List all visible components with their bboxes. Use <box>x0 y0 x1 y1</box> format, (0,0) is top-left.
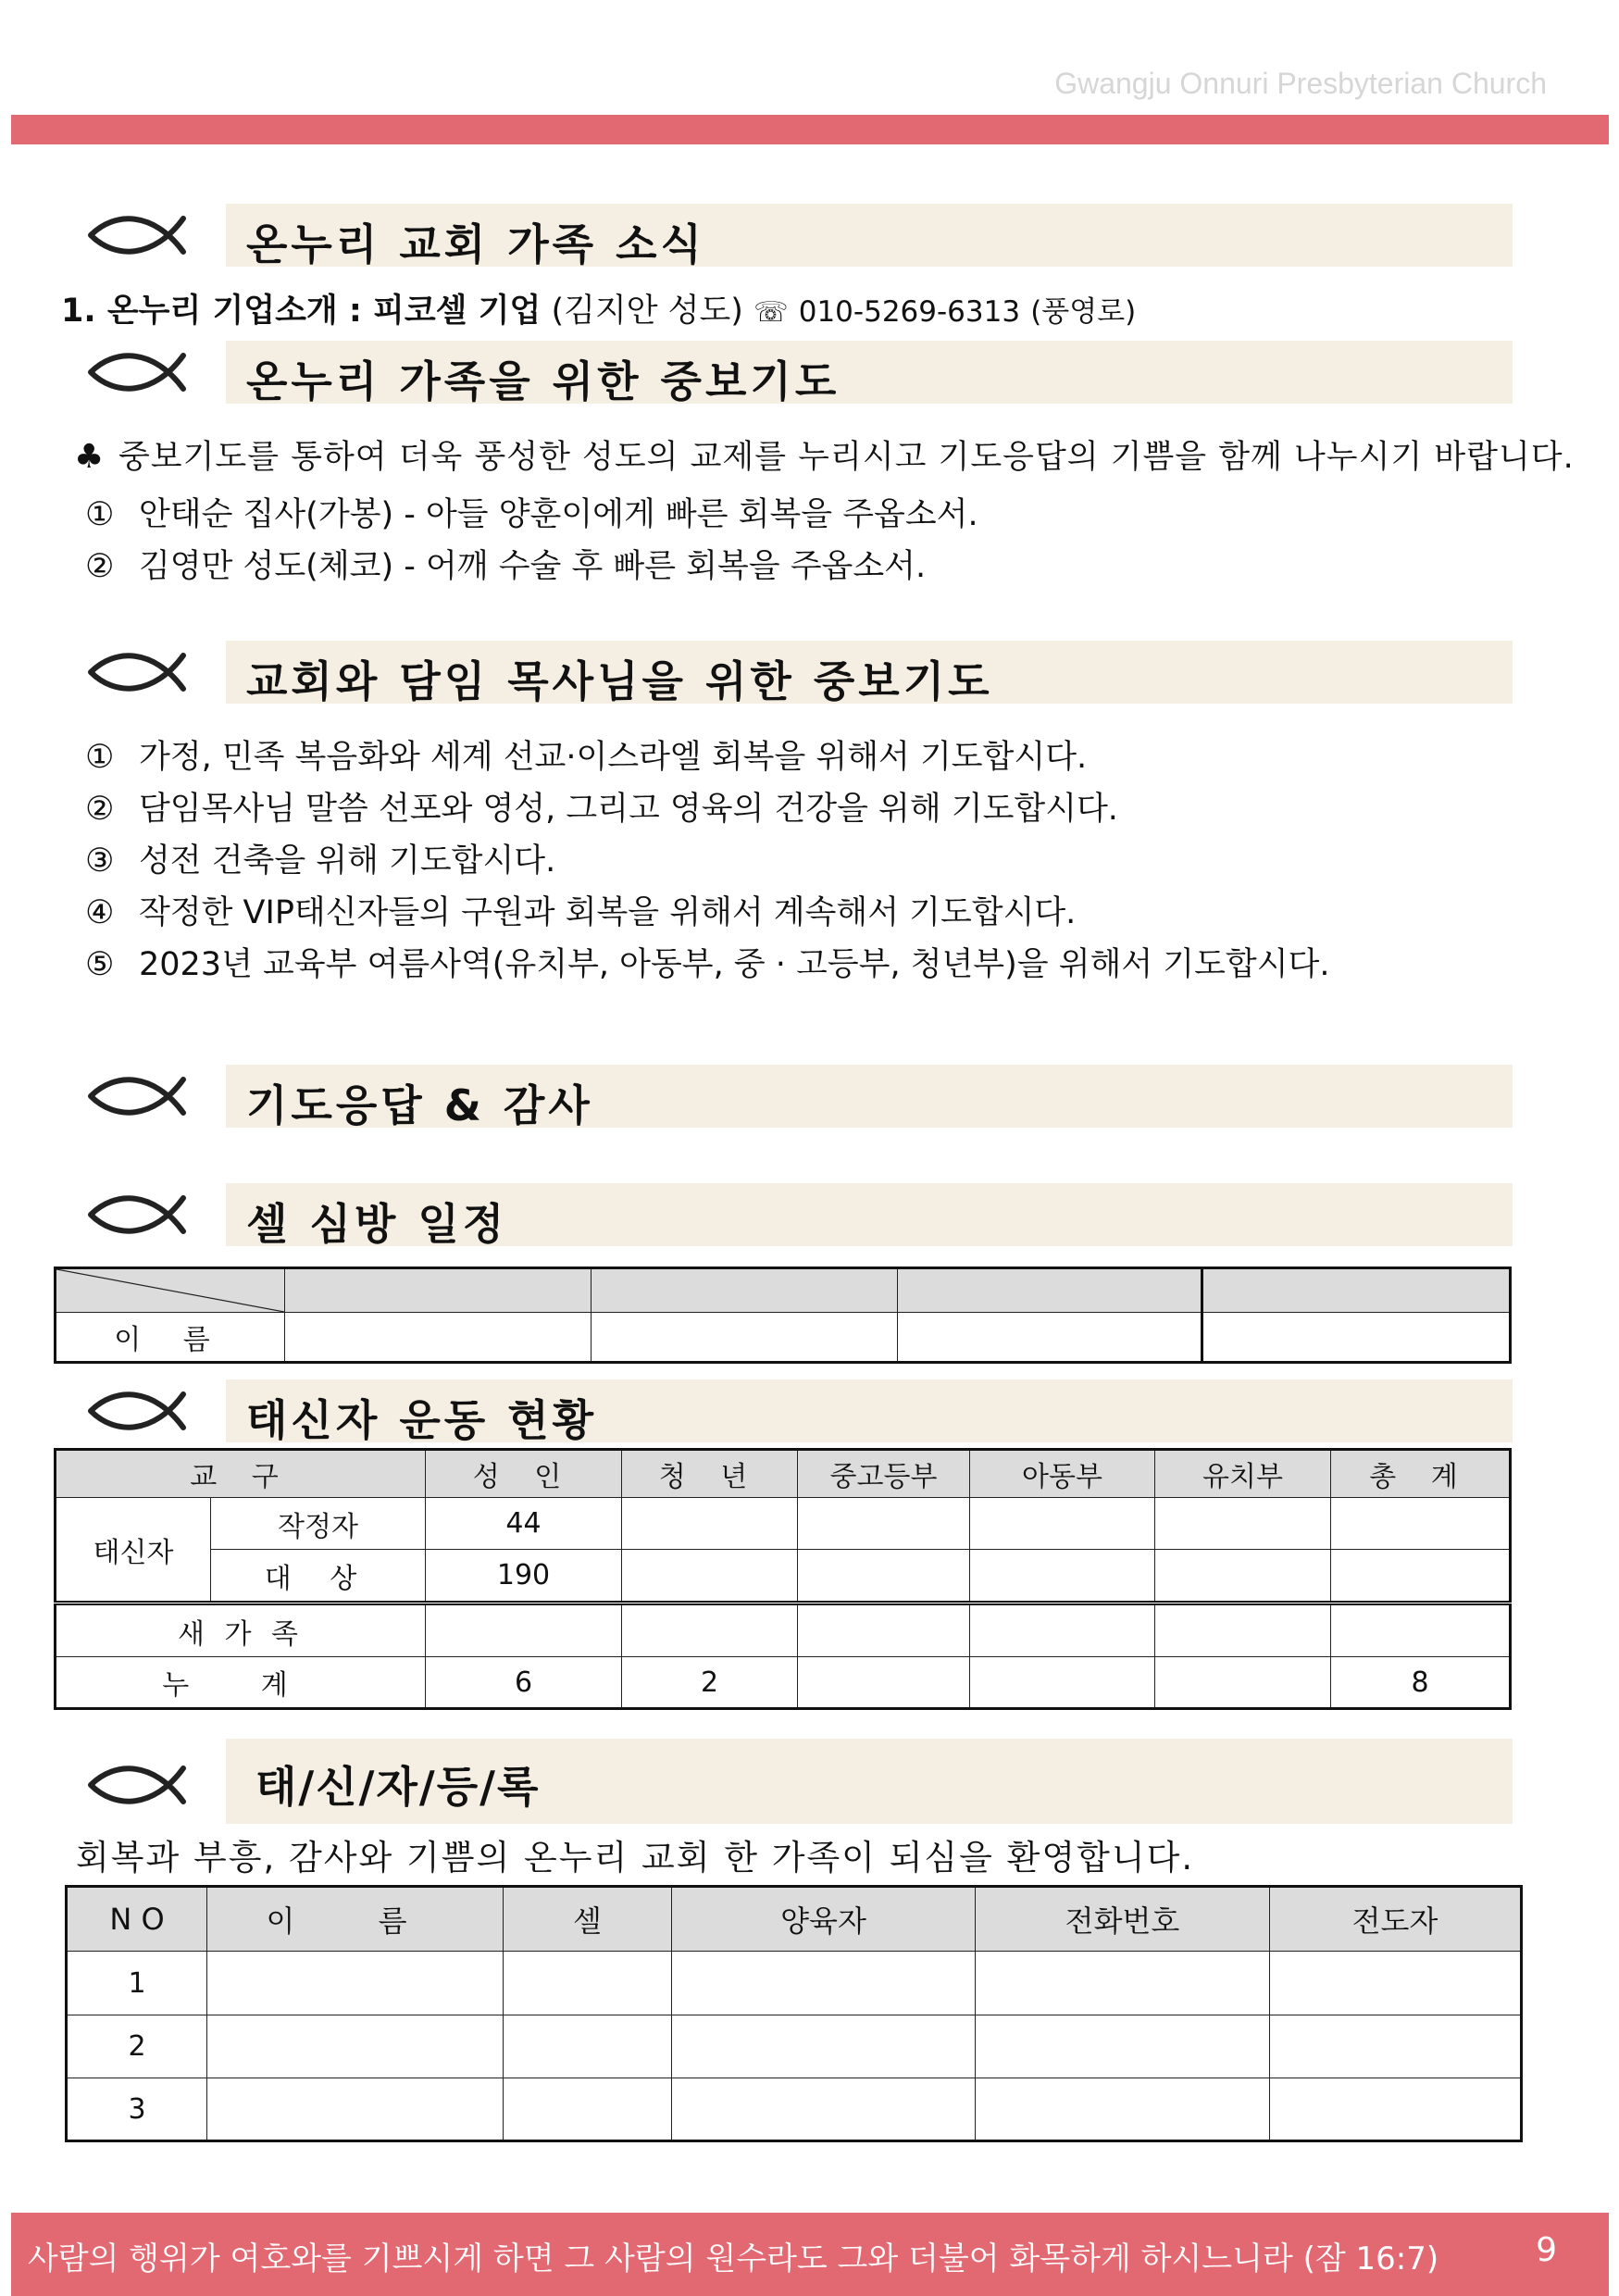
item-text: 안태순 집사(가봉) - 아들 양훈이에게 빠른 회복을 주옵소서. <box>139 496 978 533</box>
top-accent-band <box>11 115 1609 144</box>
item-number: ④ <box>85 894 115 931</box>
table-cell <box>798 1498 970 1550</box>
table-row <box>67 2015 1522 2078</box>
fish-icon <box>87 1759 191 1811</box>
table-row <box>56 1603 1511 1657</box>
row-label: 대 상 <box>211 1550 426 1603</box>
table-row <box>56 1498 1511 1550</box>
family-prayer-item <box>85 489 978 535</box>
table-cell <box>622 1498 798 1550</box>
table-header-row <box>67 1887 1522 1952</box>
item-number: ③ <box>85 842 115 880</box>
section-title: 태신자 운동 현황 <box>246 1395 598 1445</box>
table-cell <box>1155 1550 1331 1603</box>
table-cell <box>1331 1603 1511 1657</box>
table-cell <box>798 1550 970 1603</box>
table-cell <box>976 2078 1270 2141</box>
row-label: 작정자 <box>211 1498 426 1550</box>
table-cell <box>1155 1498 1331 1550</box>
registration-welcome: 회복과 부흥, 감사와 기쁨의 온누리 교회 한 가족이 되심을 환영합니다. <box>76 1838 1195 1878</box>
person-name: (김지안 성도) <box>551 293 743 330</box>
section-cell-visit <box>87 1183 1513 1249</box>
table-cell <box>976 1952 1270 2015</box>
row-number: 2 <box>67 2015 207 2078</box>
family-prayer-item <box>85 541 926 587</box>
fish-icon <box>87 1189 191 1241</box>
header-phone: 전화번호 <box>976 1887 1270 1952</box>
fish-icon <box>87 346 191 398</box>
item-text: 김영만 성도(체코) - 어깨 수술 후 빠른 회복을 주옵소서. <box>139 548 927 585</box>
section-answers <box>87 1065 1513 1128</box>
church-prayer-item <box>85 731 1087 778</box>
table-cell <box>504 1952 672 2015</box>
header-adult: 성 인 <box>426 1450 622 1498</box>
table-cell <box>592 1268 898 1313</box>
table-cell <box>592 1313 898 1363</box>
header-church-name: Gwangju Onnuri Presbyterian Church <box>1054 67 1547 100</box>
header-youth: 청 년 <box>622 1450 798 1498</box>
section-family-news <box>87 204 1513 267</box>
section-title: 기도응답 & 감사 <box>246 1080 593 1130</box>
company-intro: 1. 온누리 기업소개 : 피코셀 기업 <box>61 293 542 330</box>
item-number: ② <box>85 548 115 585</box>
section-church-prayer <box>87 641 1513 704</box>
item-text: 담임목사님 말씀 선포와 영성, 그리고 영육의 건강을 위해 기도합시다. <box>139 791 1118 828</box>
table-cell: 8 <box>1331 1657 1511 1709</box>
table-cell <box>1155 1603 1331 1657</box>
item-number: ② <box>85 791 115 828</box>
section-title: 셀 심방 일정 <box>246 1199 508 1249</box>
table-cell <box>1155 1657 1331 1709</box>
section-bar <box>226 1183 1513 1249</box>
section-bar <box>226 641 1513 704</box>
table-cell <box>976 2015 1270 2078</box>
header-evangelist: 전도자 <box>1270 1887 1522 1952</box>
section-bar <box>226 1379 1513 1445</box>
header-no: N O <box>67 1887 207 1952</box>
table-cell: 190 <box>426 1550 622 1603</box>
section-newcomer-status <box>87 1379 1513 1445</box>
table-row <box>56 1550 1511 1603</box>
club-icon: ♣ <box>74 438 106 476</box>
phone-icon: ☏ <box>753 296 789 329</box>
table-cell <box>504 2078 672 2141</box>
table-cell <box>970 1657 1155 1709</box>
section-bar <box>226 1739 1513 1824</box>
header-name: 이 름 <box>207 1887 504 1952</box>
header-district: 교 구 <box>56 1450 426 1498</box>
fish-icon <box>87 1385 191 1437</box>
table-cell <box>1270 2078 1522 2141</box>
cell-visit-table <box>54 1267 1512 1364</box>
table-cell <box>898 1268 1202 1313</box>
table-cell <box>1202 1313 1511 1363</box>
table-cell <box>207 1952 504 2015</box>
table-row <box>56 1268 1511 1313</box>
table-cell <box>672 1952 976 2015</box>
table-cell <box>1202 1268 1511 1313</box>
intro-text: 중보기도를 통하여 더욱 풍성한 성도의 교제를 누리시고 기도응답의 기쁨을 함께 나누시기 바랍니다. <box>118 439 1575 476</box>
section-family-prayer <box>87 341 1513 404</box>
table-row <box>67 2078 1522 2141</box>
group-label: 태신자 <box>56 1498 211 1603</box>
diagonal-cell <box>56 1268 285 1313</box>
fish-icon <box>87 646 191 698</box>
footer-verse: 사람의 행위가 여호와를 기쁘시게 하면 그 사람의 원수라도 그와 더불어 화목하게 하시느니라 (잠 16:7) <box>27 2240 1439 2277</box>
table-cell: 44 <box>426 1498 622 1550</box>
church-prayer-item <box>85 783 1118 830</box>
registration-table <box>65 1885 1523 2142</box>
section-title: 온누리 교회 가족 소식 <box>246 219 705 269</box>
table-row <box>56 1657 1511 1709</box>
item-text: 작정한 VIP태신자들의 구원과 회복을 위해서 계속해서 기도합시다. <box>139 894 1077 931</box>
phone-number: 010-5269-6313 <box>798 295 1021 329</box>
page-number: 9 <box>1536 2231 1557 2269</box>
table-row <box>56 1313 1511 1363</box>
fish-icon <box>87 1070 191 1122</box>
header-total: 총 계 <box>1331 1450 1511 1498</box>
table-header-row <box>56 1450 1511 1498</box>
item-number: ① <box>85 496 115 533</box>
table-cell <box>426 1603 622 1657</box>
table-row <box>67 1952 1522 2015</box>
church-prayer-item <box>85 887 1076 933</box>
item-text: 가정, 민족 복음화와 세계 선교·이스라엘 회복을 위해서 기도합시다. <box>139 739 1088 776</box>
table-cell <box>1270 2015 1522 2078</box>
table-cell <box>622 1603 798 1657</box>
table-cell <box>1270 1952 1522 2015</box>
header-cell: 셀 <box>504 1887 672 1952</box>
table-cell <box>898 1313 1202 1363</box>
table-cell <box>504 2015 672 2078</box>
section-title: 교회와 담임 목사님을 위한 중보기도 <box>246 656 993 706</box>
table-cell <box>970 1603 1155 1657</box>
row-number: 1 <box>67 1952 207 2015</box>
row-label-name: 이 름 <box>56 1313 285 1363</box>
section-title: 태/신/자/등/록 <box>255 1762 541 1812</box>
item-number: ⑤ <box>85 946 115 983</box>
item-number: ① <box>85 739 115 776</box>
table-cell <box>672 2078 976 2141</box>
table-cell <box>207 2015 504 2078</box>
table-cell <box>798 1603 970 1657</box>
family-prayer-intro <box>74 431 1575 478</box>
church-prayer-item <box>85 835 555 881</box>
table-cell <box>207 2078 504 2141</box>
table-cell <box>798 1657 970 1709</box>
section-title: 온누리 가족을 위한 중보기도 <box>246 356 841 406</box>
table-cell <box>285 1313 592 1363</box>
table-cell <box>970 1498 1155 1550</box>
item-text: 성전 건축을 위해 기도합시다. <box>139 842 556 880</box>
church-prayer-item <box>85 939 1329 985</box>
table-cell: 2 <box>622 1657 798 1709</box>
table-cell <box>285 1268 592 1313</box>
table-cell: 6 <box>426 1657 622 1709</box>
header-children: 아동부 <box>970 1450 1155 1498</box>
header-mentor: 양육자 <box>672 1887 976 1952</box>
footer-band <box>11 2213 1609 2296</box>
section-registration <box>87 1739 1513 1824</box>
header-secondary: 중고등부 <box>798 1450 970 1498</box>
family-news-item <box>61 285 1136 331</box>
section-bar <box>226 341 1513 404</box>
row-number: 3 <box>67 2078 207 2141</box>
table-cell <box>672 2015 976 2078</box>
item-text: 2023년 교육부 여름사역(유치부, 아동부, 중 · 고등부, 청년부)을 위해서 기도합시다. <box>139 946 1330 983</box>
fish-icon <box>87 209 191 261</box>
row-label: 누 계 <box>56 1657 426 1709</box>
header-kinder: 유치부 <box>1155 1450 1331 1498</box>
table-cell <box>970 1550 1155 1603</box>
cell-name: (풍영로) <box>1030 295 1137 329</box>
table-cell <box>622 1550 798 1603</box>
table-cell <box>1331 1498 1511 1550</box>
section-bar <box>226 1065 1513 1128</box>
table-cell <box>1331 1550 1511 1603</box>
section-bar <box>226 204 1513 267</box>
newcomer-status-table <box>54 1448 1512 1710</box>
row-label: 새 가 족 <box>56 1603 426 1657</box>
